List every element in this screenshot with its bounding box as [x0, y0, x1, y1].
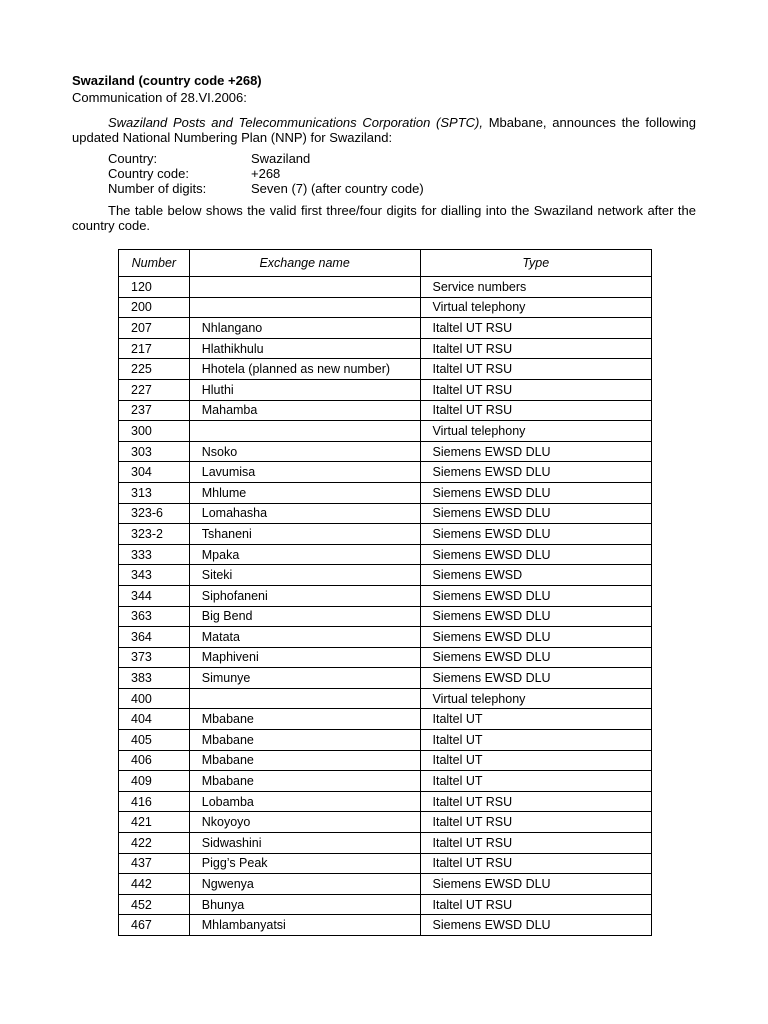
info-row	[108, 181, 696, 196]
header-type: Type	[420, 250, 652, 277]
cell-exchange-name: Mbabane	[189, 771, 420, 792]
table-row	[119, 791, 652, 812]
table-row	[119, 688, 652, 709]
cell-number: 343	[119, 565, 190, 586]
cell-type: Siemens EWSD DLU	[420, 482, 652, 503]
cell-exchange-name: Tshaneni	[189, 524, 420, 545]
table-row	[119, 338, 652, 359]
cell-number: 363	[119, 606, 190, 627]
info-row	[108, 166, 696, 181]
cell-number: 404	[119, 709, 190, 730]
cell-number: 467	[119, 915, 190, 936]
cell-number: 120	[119, 277, 190, 298]
cell-number: 300	[119, 421, 190, 442]
table-row	[119, 277, 652, 298]
table-row	[119, 709, 652, 730]
document-title: Swaziland (country code +268)	[72, 73, 262, 88]
table-row	[119, 297, 652, 318]
cell-number: 442	[119, 874, 190, 895]
cell-exchange-name: Nhlangano	[189, 318, 420, 339]
cell-number: 373	[119, 647, 190, 668]
cell-number: 409	[119, 771, 190, 792]
table-row	[119, 771, 652, 792]
cell-type: Siemens EWSD DLU	[420, 668, 652, 689]
table-row	[119, 627, 652, 648]
cell-number: 303	[119, 441, 190, 462]
cell-type: Siemens EWSD DLU	[420, 647, 652, 668]
table-row	[119, 647, 652, 668]
cell-exchange-name: Matata	[189, 627, 420, 648]
cell-type: Siemens EWSD DLU	[420, 627, 652, 648]
table-row	[119, 730, 652, 751]
info-value: Swaziland	[251, 151, 311, 166]
cell-type: Virtual telephony	[420, 688, 652, 709]
cell-exchange-name: Mpaka	[189, 544, 420, 565]
cell-type: Italtel UT RSU	[420, 812, 652, 833]
cell-type: Italtel UT	[420, 750, 652, 771]
cell-type: Italtel UT RSU	[420, 359, 652, 380]
intro-text: Mbabane, announces the following updated National Numbering Plan (NNP) for Swaziland:	[72, 115, 696, 145]
table-row	[119, 585, 652, 606]
cell-type: Italtel UT	[420, 709, 652, 730]
cell-number: 313	[119, 482, 190, 503]
cell-exchange-name: Lavumisa	[189, 462, 420, 483]
cell-exchange-name: Nsoko	[189, 441, 420, 462]
cell-type: Italtel UT RSU	[420, 318, 652, 339]
cell-exchange-name: Lobamba	[189, 791, 420, 812]
cell-exchange-name: Pigg’s Peak	[189, 853, 420, 874]
cell-type: Siemens EWSD DLU	[420, 915, 652, 936]
cell-exchange-name	[189, 297, 420, 318]
cell-type: Siemens EWSD DLU	[420, 606, 652, 627]
cell-number: 422	[119, 833, 190, 854]
cell-type: Italtel UT RSU	[420, 894, 652, 915]
cell-exchange-name: Nkoyoyo	[189, 812, 420, 833]
cell-exchange-name: Bhunya	[189, 894, 420, 915]
numbering-table	[118, 249, 652, 936]
header-exchange-name: Exchange name	[189, 250, 420, 277]
cell-number: 437	[119, 853, 190, 874]
header-number: Number	[119, 250, 190, 277]
table-body	[119, 277, 652, 936]
cell-exchange-name: Simunye	[189, 668, 420, 689]
table-row	[119, 503, 652, 524]
table-row	[119, 482, 652, 503]
cell-type: Virtual telephony	[420, 421, 652, 442]
cell-number: 405	[119, 730, 190, 751]
cell-type: Italtel UT RSU	[420, 400, 652, 421]
cell-exchange-name: Mbabane	[189, 750, 420, 771]
cell-number: 333	[119, 544, 190, 565]
cell-exchange-name: Siphofaneni	[189, 585, 420, 606]
table-row	[119, 853, 652, 874]
table-intro-paragraph: The table below shows the valid first three/four digits for dialling into the Swaziland network after the country code.	[72, 203, 696, 233]
cell-type: Italtel UT RSU	[420, 338, 652, 359]
cell-number: 323-2	[119, 524, 190, 545]
table-row	[119, 441, 652, 462]
cell-exchange-name: Mbabane	[189, 709, 420, 730]
cell-type: Siemens EWSD DLU	[420, 874, 652, 895]
table-row	[119, 874, 652, 895]
table-row	[119, 318, 652, 339]
cell-type: Siemens EWSD DLU	[420, 462, 652, 483]
cell-exchange-name: Hlathikhulu	[189, 338, 420, 359]
cell-number: 416	[119, 791, 190, 812]
cell-number: 400	[119, 688, 190, 709]
cell-type: Siemens EWSD DLU	[420, 441, 652, 462]
table-row	[119, 359, 652, 380]
cell-type: Siemens EWSD DLU	[420, 503, 652, 524]
cell-exchange-name: Mhlambanyatsi	[189, 915, 420, 936]
table-row	[119, 462, 652, 483]
table-row	[119, 833, 652, 854]
cell-type: Italtel UT RSU	[420, 791, 652, 812]
info-label: Number of digits:	[108, 181, 207, 196]
cell-exchange-name: Ngwenya	[189, 874, 420, 895]
cell-number: 406	[119, 750, 190, 771]
cell-type: Italtel UT RSU	[420, 379, 652, 400]
cell-number: 217	[119, 338, 190, 359]
table-row	[119, 379, 652, 400]
table-row	[119, 668, 652, 689]
info-value: +268	[251, 166, 281, 181]
cell-type: Italtel UT	[420, 730, 652, 751]
cell-exchange-name: Sidwashini	[189, 833, 420, 854]
cell-number: 304	[119, 462, 190, 483]
table-row	[119, 750, 652, 771]
cell-type: Italtel UT	[420, 771, 652, 792]
table-row	[119, 544, 652, 565]
cell-type: Siemens EWSD DLU	[420, 524, 652, 545]
info-row	[108, 151, 696, 166]
cell-exchange-name: Maphiveni	[189, 647, 420, 668]
document-page	[72, 72, 696, 239]
table-row	[119, 894, 652, 915]
cell-number: 225	[119, 359, 190, 380]
cell-type: Italtel UT RSU	[420, 853, 652, 874]
cell-number: 227	[119, 379, 190, 400]
cell-number: 323-6	[119, 503, 190, 524]
cell-exchange-name	[189, 277, 420, 298]
cell-exchange-name: Lomahasha	[189, 503, 420, 524]
table-row	[119, 400, 652, 421]
cell-exchange-name: Mhlume	[189, 482, 420, 503]
cell-exchange-name: Mbabane	[189, 730, 420, 751]
cell-exchange-name: Mahamba	[189, 400, 420, 421]
cell-number: 344	[119, 585, 190, 606]
info-label: Country code:	[108, 166, 189, 181]
country-info	[108, 151, 696, 196]
cell-type: Italtel UT RSU	[420, 833, 652, 854]
cell-type: Siemens EWSD	[420, 565, 652, 586]
intro-organization: Swaziland Posts and Telecommunications Corporation (SPTC),	[108, 115, 483, 130]
cell-type: Siemens EWSD DLU	[420, 585, 652, 606]
cell-number: 200	[119, 297, 190, 318]
cell-type: Siemens EWSD DLU	[420, 544, 652, 565]
table-header-row	[119, 250, 652, 277]
cell-number: 364	[119, 627, 190, 648]
info-value: Seven (7) (after country code)	[251, 181, 424, 196]
communication-date: Communication of 28.VI.2006:	[72, 90, 247, 105]
cell-exchange-name	[189, 688, 420, 709]
cell-type: Service numbers	[420, 277, 652, 298]
cell-exchange-name	[189, 421, 420, 442]
cell-exchange-name: Siteki	[189, 565, 420, 586]
table-row	[119, 524, 652, 545]
table-row	[119, 421, 652, 442]
info-label: Country:	[108, 151, 158, 166]
cell-exchange-name: Hhotela (planned as new number)	[189, 359, 420, 380]
cell-exchange-name: Big Bend	[189, 606, 420, 627]
table-row	[119, 915, 652, 936]
cell-exchange-name: Hluthi	[189, 379, 420, 400]
table-row	[119, 565, 652, 586]
cell-number: 237	[119, 400, 190, 421]
cell-number: 383	[119, 668, 190, 689]
table-row	[119, 606, 652, 627]
intro-paragraph	[72, 115, 696, 145]
cell-number: 207	[119, 318, 190, 339]
cell-type: Virtual telephony	[420, 297, 652, 318]
table-row	[119, 812, 652, 833]
cell-number: 421	[119, 812, 190, 833]
cell-number: 452	[119, 894, 190, 915]
